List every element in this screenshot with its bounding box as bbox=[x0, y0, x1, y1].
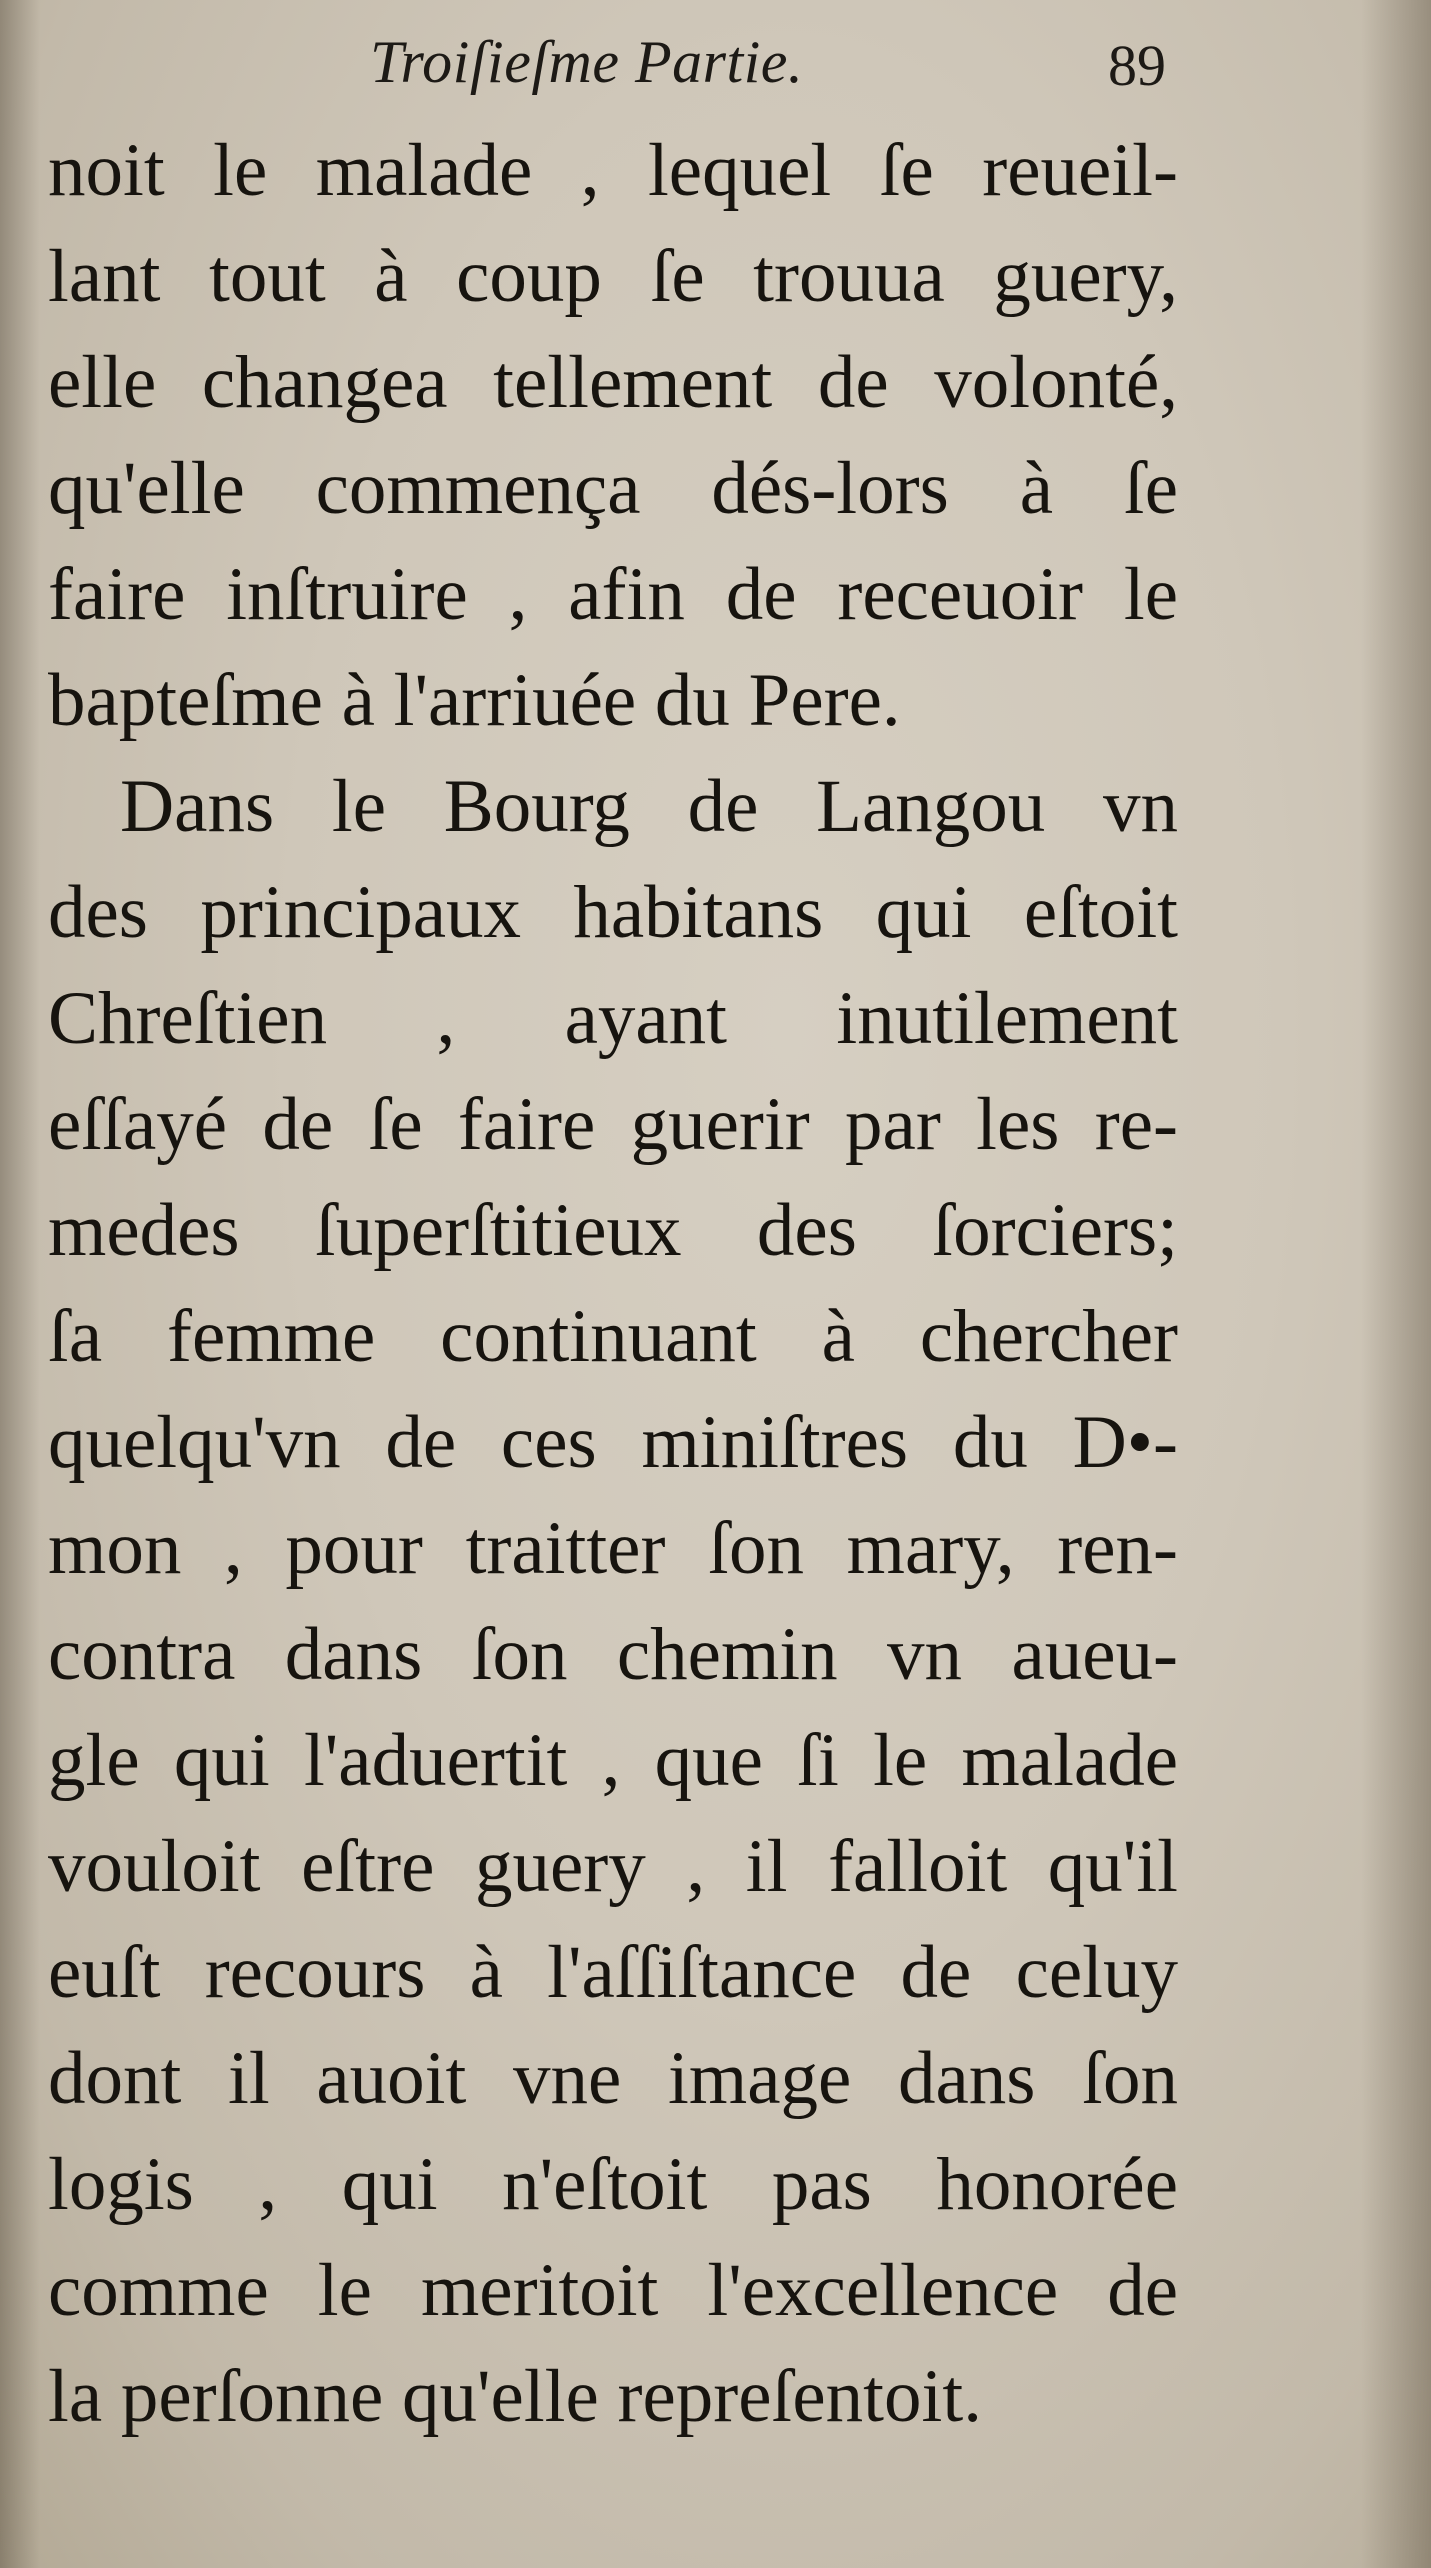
body-text bbox=[48, 118, 1178, 2450]
text-line: Dans le Bourg de Langou vn bbox=[120, 765, 1178, 848]
text-line: Chreſtien , ayant inutilement bbox=[48, 977, 1178, 1060]
running-title: Troiſieſme Partie. bbox=[370, 29, 804, 95]
text-line: eſſayé de ſe faire guerir par les re- bbox=[48, 1083, 1178, 1166]
text-line: contra dans ſon chemin vn aueu- bbox=[48, 1613, 1178, 1696]
page-number: 89 bbox=[1108, 33, 1166, 98]
text-line: comme le meritoit l'excellence de bbox=[48, 2249, 1178, 2332]
text-line: ſa femme continuant à chercher bbox=[48, 1295, 1178, 1378]
text-line: quelqu'vn de ces miniſtres du D•- bbox=[48, 1401, 1178, 1484]
text-line: mon , pour traitter ſon mary, ren- bbox=[48, 1507, 1178, 1590]
text-line: noit le malade , lequel ſe reueil- bbox=[48, 129, 1178, 212]
text-line: logis , qui n'eſtoit pas honorée bbox=[48, 2143, 1178, 2226]
text-line: vouloit eſtre guery , il falloit qu'il bbox=[48, 1825, 1178, 1908]
text-line: gle qui l'aduertit , que ſi le malade bbox=[48, 1719, 1178, 1802]
page-edge-shadow bbox=[1361, 0, 1431, 2568]
text-line: la perſonne qu'elle repreſentoit. bbox=[48, 2355, 982, 2438]
text-line: elle changea tellement de volonté, bbox=[48, 341, 1178, 424]
page-gutter-shadow bbox=[0, 0, 40, 2568]
text-line: bapteſme à l'arriuée du Pere. bbox=[48, 659, 901, 742]
text-line: medes ſuperſtitieux des ſorciers; bbox=[48, 1189, 1178, 1272]
text-line: qu'elle commença dés-lors à ſe bbox=[48, 447, 1178, 530]
text-line: dont il auoit vne image dans ſon bbox=[48, 2037, 1178, 2120]
text-line: des principaux habitans qui eſtoit bbox=[48, 871, 1178, 954]
text-line: faire inſtruire , afin de receuoir le bbox=[48, 553, 1178, 636]
text-line: lant tout à coup ſe trouua guery, bbox=[48, 235, 1178, 318]
text-line: euſt recours à l'aſſiſtance de celuy bbox=[48, 1931, 1178, 2014]
